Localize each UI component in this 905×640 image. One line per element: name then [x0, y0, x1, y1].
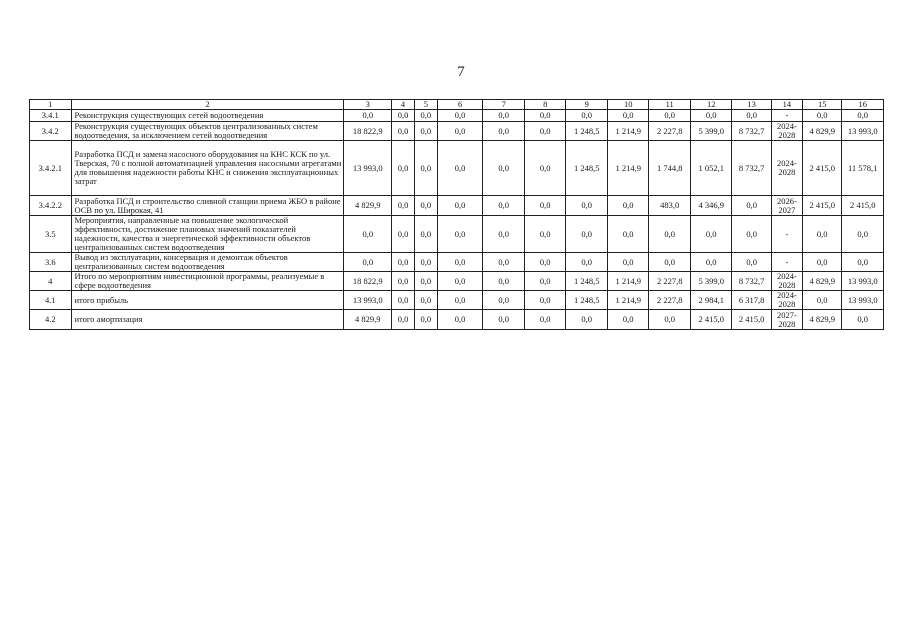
value-cell: 0,0 [437, 141, 483, 196]
value-cell: 0,0 [483, 291, 525, 310]
value-cell: 0,0 [437, 110, 483, 122]
value-cell: 0,0 [566, 310, 608, 330]
value-cell: 5 399,0 [690, 272, 732, 291]
row-number: 4.2 [30, 310, 72, 330]
value-cell: 0,0 [732, 216, 771, 253]
value-cell: 0,0 [524, 196, 566, 216]
value-cell: 1 214,9 [607, 291, 649, 310]
column-header: 8 [524, 100, 566, 110]
value-cell: 11 578,1 [842, 141, 884, 196]
value-cell: 0,0 [344, 216, 392, 253]
column-header: 3 [344, 100, 392, 110]
value-cell: 0,0 [392, 196, 415, 216]
value-cell: 0,0 [842, 216, 884, 253]
value-cell: 0,0 [483, 141, 525, 196]
column-header: 6 [437, 100, 483, 110]
value-cell: 0,0 [414, 196, 437, 216]
row-description: Реконструкция существующих объектов централизованных систем водоотведения, за исключением сетей водоотведения [71, 122, 344, 141]
column-header: 7 [483, 100, 525, 110]
investment-table [29, 99, 884, 330]
value-cell: 0,0 [524, 253, 566, 272]
value-cell: 2 227,8 [649, 291, 691, 310]
table-row [30, 253, 884, 272]
value-cell: 0,0 [607, 310, 649, 330]
value-cell: 1 052,1 [690, 141, 732, 196]
value-cell: 4 346,9 [690, 196, 732, 216]
period-cell: - [771, 110, 802, 122]
value-cell: 0,0 [524, 310, 566, 330]
period-cell: 2024-2028 [771, 122, 802, 141]
row-number: 3.4.1 [30, 110, 72, 122]
value-cell: 6 317,8 [732, 291, 771, 310]
column-header: 1 [30, 100, 72, 110]
value-cell: 2 415,0 [690, 310, 732, 330]
value-cell: 4 829,9 [344, 310, 392, 330]
value-cell: 0,0 [842, 110, 884, 122]
row-description: Реконструкция существующих сетей водоотведения [71, 110, 344, 122]
row-description: Разработка ПСД и строительство сливной станции приема ЖБО в районе ОСВ по ул. Широкая, 41 [71, 196, 344, 216]
row-number: 3.4.2.2 [30, 196, 72, 216]
value-cell: 0,0 [392, 253, 415, 272]
value-cell: 1 744,8 [649, 141, 691, 196]
value-cell: 0,0 [392, 216, 415, 253]
value-cell: 1 248,5 [566, 272, 608, 291]
column-header: 14 [771, 100, 802, 110]
value-cell: 2 415,0 [802, 196, 841, 216]
value-cell: 1 248,5 [566, 291, 608, 310]
column-header: 10 [607, 100, 649, 110]
value-cell: 0,0 [344, 253, 392, 272]
period-cell: - [771, 253, 802, 272]
value-cell: 0,0 [842, 253, 884, 272]
value-cell: 1 248,5 [566, 122, 608, 141]
value-cell: 0,0 [414, 253, 437, 272]
value-cell: 8 732,7 [732, 122, 771, 141]
value-cell: 0,0 [483, 216, 525, 253]
column-header: 16 [842, 100, 884, 110]
value-cell: 2 227,8 [649, 272, 691, 291]
value-cell: 8 732,7 [732, 141, 771, 196]
value-cell: 0,0 [414, 110, 437, 122]
value-cell: 0,0 [566, 216, 608, 253]
value-cell: 0,0 [842, 310, 884, 330]
period-cell: 2024-2028 [771, 141, 802, 196]
value-cell: 0,0 [802, 291, 841, 310]
value-cell: 0,0 [483, 196, 525, 216]
value-cell: 0,0 [649, 216, 691, 253]
value-cell: 0,0 [649, 310, 691, 330]
table-row [30, 196, 884, 216]
value-cell: 0,0 [524, 272, 566, 291]
value-cell: 1 214,9 [607, 272, 649, 291]
value-cell: 4 829,9 [802, 122, 841, 141]
value-cell: 0,0 [607, 196, 649, 216]
period-cell: 2024-2028 [771, 272, 802, 291]
column-header: 12 [690, 100, 732, 110]
value-cell: 0,0 [566, 196, 608, 216]
value-cell: 0,0 [607, 216, 649, 253]
value-cell: 0,0 [607, 110, 649, 122]
value-cell: 18 822,9 [344, 272, 392, 291]
value-cell: 0,0 [437, 216, 483, 253]
value-cell: 0,0 [802, 110, 841, 122]
value-cell: 0,0 [566, 110, 608, 122]
row-description: Разработка ПСД и замена насосного оборудования на КНС КСК по ул. Тверская, 70 с полной автоматизацией управления насосными агрегатами для повышения надежности работы КНС и снижения эксплуатационных затрат [71, 141, 344, 196]
period-cell: 2024-2028 [771, 291, 802, 310]
row-description: Мероприятия, направленные на повышение экологической эффективности, достижение плановых значений показателей надежности, качества и энергетической эффективности объектов централизованных систем водоотведения [71, 216, 344, 253]
row-number: 3.6 [30, 253, 72, 272]
value-cell: 0,0 [392, 122, 415, 141]
table-row [30, 122, 884, 141]
value-cell: 483,0 [649, 196, 691, 216]
table-row [30, 310, 884, 330]
row-number: 3.4.2.1 [30, 141, 72, 196]
row-description: итого прибыль [71, 291, 344, 310]
table-row [30, 216, 884, 253]
value-cell: 13 993,0 [344, 141, 392, 196]
value-cell: 4 829,9 [344, 196, 392, 216]
value-cell: 0,0 [524, 110, 566, 122]
value-cell: 8 732,7 [732, 272, 771, 291]
value-cell: 0,0 [524, 122, 566, 141]
table-row [30, 272, 884, 291]
row-number: 4 [30, 272, 72, 291]
column-header: 15 [802, 100, 841, 110]
page-number: 7 [457, 64, 465, 80]
column-header: 4 [392, 100, 415, 110]
table-row [30, 141, 884, 196]
value-cell: 0,0 [437, 196, 483, 216]
value-cell: 0,0 [690, 110, 732, 122]
value-cell: 0,0 [392, 272, 415, 291]
row-description: итого амортизация [71, 310, 344, 330]
value-cell: 1 214,9 [607, 141, 649, 196]
value-cell: 0,0 [524, 216, 566, 253]
period-cell: 2027-2028 [771, 310, 802, 330]
column-header: 5 [414, 100, 437, 110]
column-header: 11 [649, 100, 691, 110]
value-cell: 0,0 [392, 141, 415, 196]
value-cell: 0,0 [732, 196, 771, 216]
value-cell: 2 415,0 [842, 196, 884, 216]
value-cell: 0,0 [414, 272, 437, 291]
value-cell: 0,0 [392, 310, 415, 330]
value-cell: 0,0 [690, 216, 732, 253]
value-cell: 0,0 [344, 110, 392, 122]
value-cell: 0,0 [483, 253, 525, 272]
value-cell: 0,0 [690, 253, 732, 272]
value-cell: 0,0 [437, 253, 483, 272]
row-number: 3.4.2 [30, 122, 72, 141]
value-cell: 13 993,0 [842, 291, 884, 310]
value-cell: 0,0 [437, 122, 483, 141]
column-header: 13 [732, 100, 771, 110]
value-cell: 0,0 [732, 110, 771, 122]
header-row [30, 100, 884, 110]
value-cell: 18 822,9 [344, 122, 392, 141]
value-cell: 0,0 [802, 253, 841, 272]
row-description: Итого по мероприятиям инвестиционной программы, реализуемые в сфере водоотведения [71, 272, 344, 291]
value-cell: 13 993,0 [842, 272, 884, 291]
row-number: 3.5 [30, 216, 72, 253]
value-cell: 0,0 [437, 291, 483, 310]
value-cell: 0,0 [392, 291, 415, 310]
value-cell: 4 829,9 [802, 310, 841, 330]
value-cell: 0,0 [483, 272, 525, 291]
value-cell: 0,0 [414, 310, 437, 330]
value-cell: 0,0 [566, 253, 608, 272]
value-cell: 0,0 [524, 141, 566, 196]
value-cell: 0,0 [649, 253, 691, 272]
column-header: 9 [566, 100, 608, 110]
value-cell: 0,0 [732, 253, 771, 272]
column-header: 2 [71, 100, 344, 110]
table-row [30, 110, 884, 122]
value-cell: 0,0 [437, 310, 483, 330]
row-description: Вывод из эксплуатации, консервация и демонтаж объектов централизованных систем водоотведения [71, 253, 344, 272]
value-cell: 1 248,5 [566, 141, 608, 196]
value-cell: 2 227,8 [649, 122, 691, 141]
table-row [30, 291, 884, 310]
value-cell: 0,0 [414, 291, 437, 310]
value-cell: 2 984,1 [690, 291, 732, 310]
period-cell: - [771, 216, 802, 253]
value-cell: 13 993,0 [344, 291, 392, 310]
value-cell: 0,0 [392, 110, 415, 122]
value-cell: 0,0 [414, 216, 437, 253]
value-cell: 13 993,0 [842, 122, 884, 141]
value-cell: 2 415,0 [732, 310, 771, 330]
value-cell: 0,0 [483, 310, 525, 330]
value-cell: 0,0 [483, 122, 525, 141]
value-cell: 0,0 [607, 253, 649, 272]
value-cell: 0,0 [649, 110, 691, 122]
value-cell: 5 399,0 [690, 122, 732, 141]
value-cell: 2 415,0 [802, 141, 841, 196]
value-cell: 4 829,9 [802, 272, 841, 291]
period-cell: 2026-2027 [771, 196, 802, 216]
value-cell: 0,0 [414, 141, 437, 196]
value-cell: 1 214,9 [607, 122, 649, 141]
value-cell: 0,0 [437, 272, 483, 291]
row-number: 4.1 [30, 291, 72, 310]
value-cell: 0,0 [802, 216, 841, 253]
value-cell: 0,0 [414, 122, 437, 141]
value-cell: 0,0 [483, 110, 525, 122]
value-cell: 0,0 [524, 291, 566, 310]
